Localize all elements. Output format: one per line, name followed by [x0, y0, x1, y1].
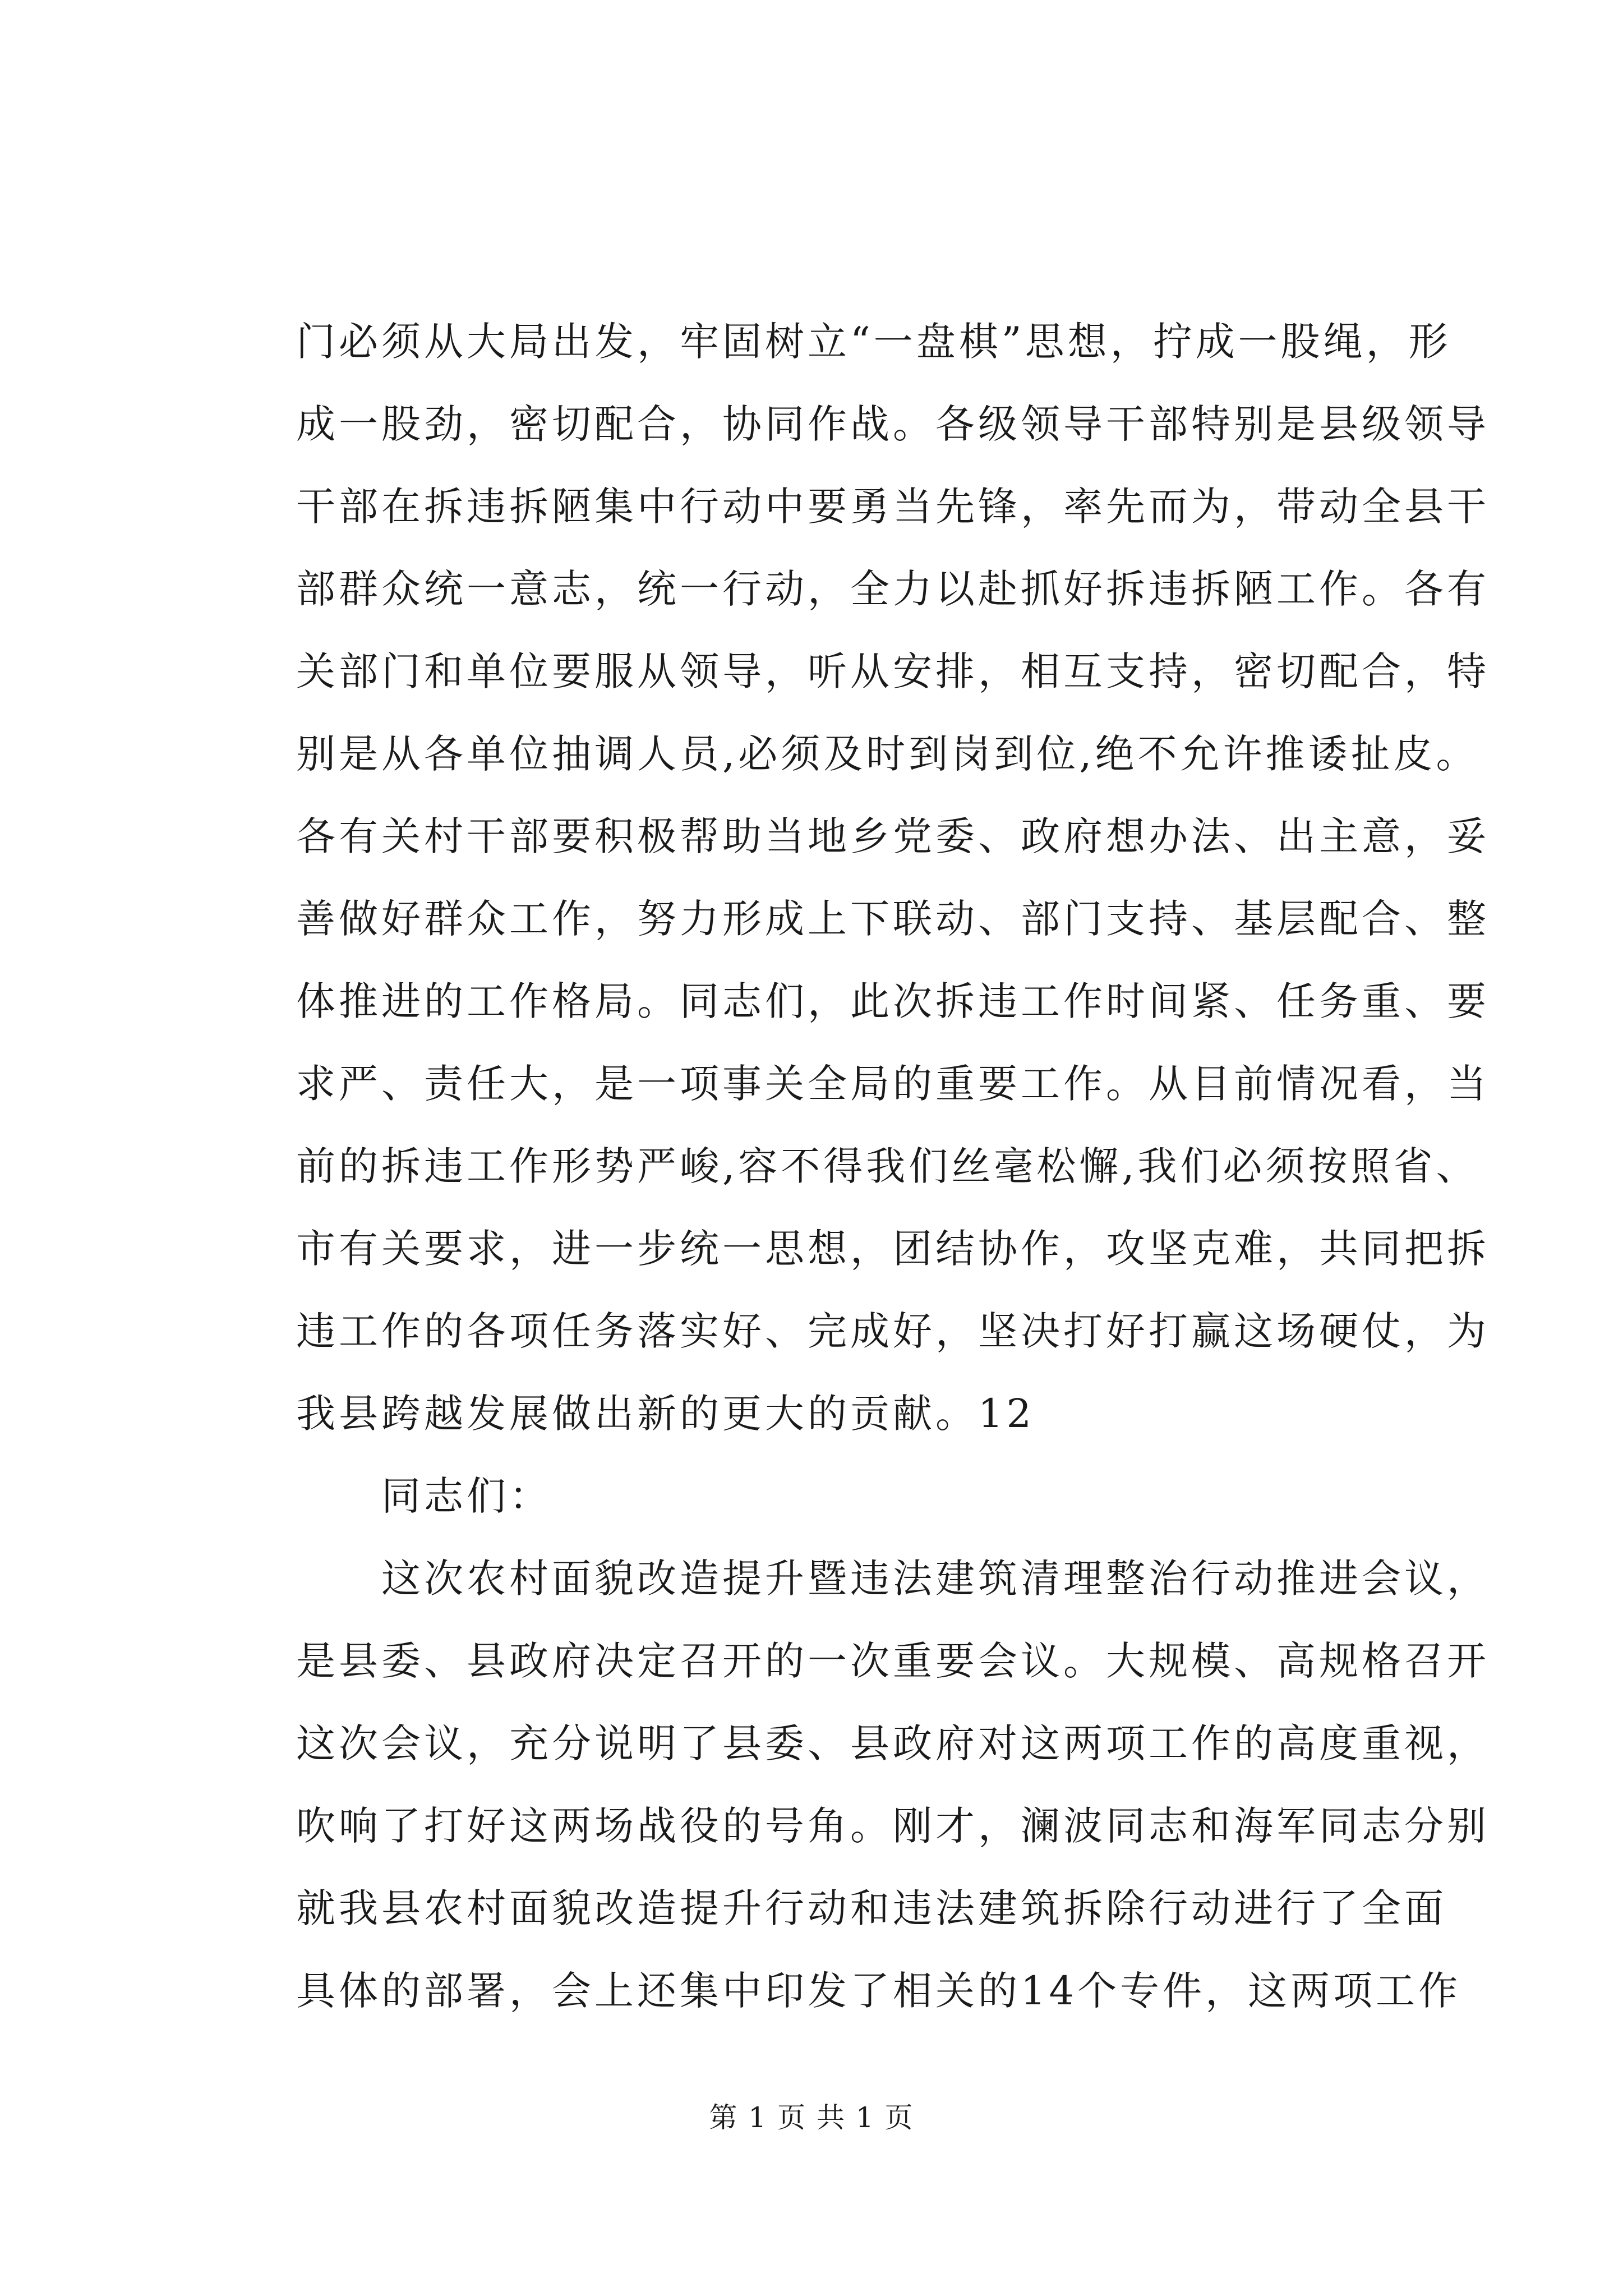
text-line: 市有关要求，进一步统一思想，团结协作，攻坚克难，共同把拆	[296, 1226, 1490, 1272]
text-line: 这次会议，充分说明了县委、县政府对这两项工作的高度重视，	[296, 1720, 1490, 1766]
text-line: 别是从各单位抽调人员,必须及时到岗到位,绝不允许推诿扯皮。	[296, 731, 1479, 777]
text-line: 前的拆违工作形势严峻,容不得我们丝毫松懈,我们必须按照省、	[296, 1143, 1479, 1189]
page-number-footer: 第 1 页 共 1 页	[709, 2101, 914, 2134]
text-line: 门必须从大局出发，牢固树立“一盘棋”思想，拧成一股绳，形	[296, 319, 1451, 365]
text-line: 体推进的工作格局。同志们，此次拆违工作时间紧、任务重、要	[296, 978, 1490, 1024]
text-line: 我县跨越发展做出新的更大的贡献。12	[296, 1391, 1035, 1437]
text-line: 干部在拆违拆陋集中行动中要勇当先锋，率先而为，带动全县干	[296, 484, 1490, 530]
body-text	[296, 301, 1490, 2032]
paragraph-start-line: 这次农村面貌改造提升暨违法建筑清理整治行动推进会议，	[296, 1556, 1490, 1602]
text-line: 关部门和单位要服从领导，听从安排，相互支持，密切配合，特	[296, 648, 1490, 694]
text-line: 吹响了打好这两场战役的号角。刚才，澜波同志和海军同志分别	[296, 1803, 1490, 1849]
text-line: 求严、责任大，是一项事关全局的重要工作。从目前情况看，当	[296, 1061, 1490, 1107]
text-line: 是县委、县政府决定召开的一次重要会议。大规模、高规格召开	[296, 1638, 1490, 1684]
text-line: 就我县农村面貌改造提升行动和违法建筑拆除行动进行了全面	[296, 1885, 1447, 1931]
text-line: 各有关村干部要积极帮助当地乡党委、政府想办法、出主意，妥	[296, 813, 1490, 859]
text-line: 具体的部署，会上还集中印发了相关的14个专件，这两项工作	[296, 1968, 1461, 2014]
text-line: 成一股劲，密切配合，协同作战。各级领导干部特别是县级领导	[296, 401, 1490, 447]
text-line: 部群众统一意志，统一行动，全力以赴抓好拆违拆陋工作。各有	[296, 566, 1490, 612]
text-line: 善做好群众工作，努力形成上下联动、部门支持、基层配合、整	[296, 896, 1490, 942]
salutation-line: 同志们：	[296, 1473, 552, 1519]
text-line: 违工作的各项任务落实好、完成好，坚决打好打赢这场硬仗，为	[296, 1308, 1490, 1354]
